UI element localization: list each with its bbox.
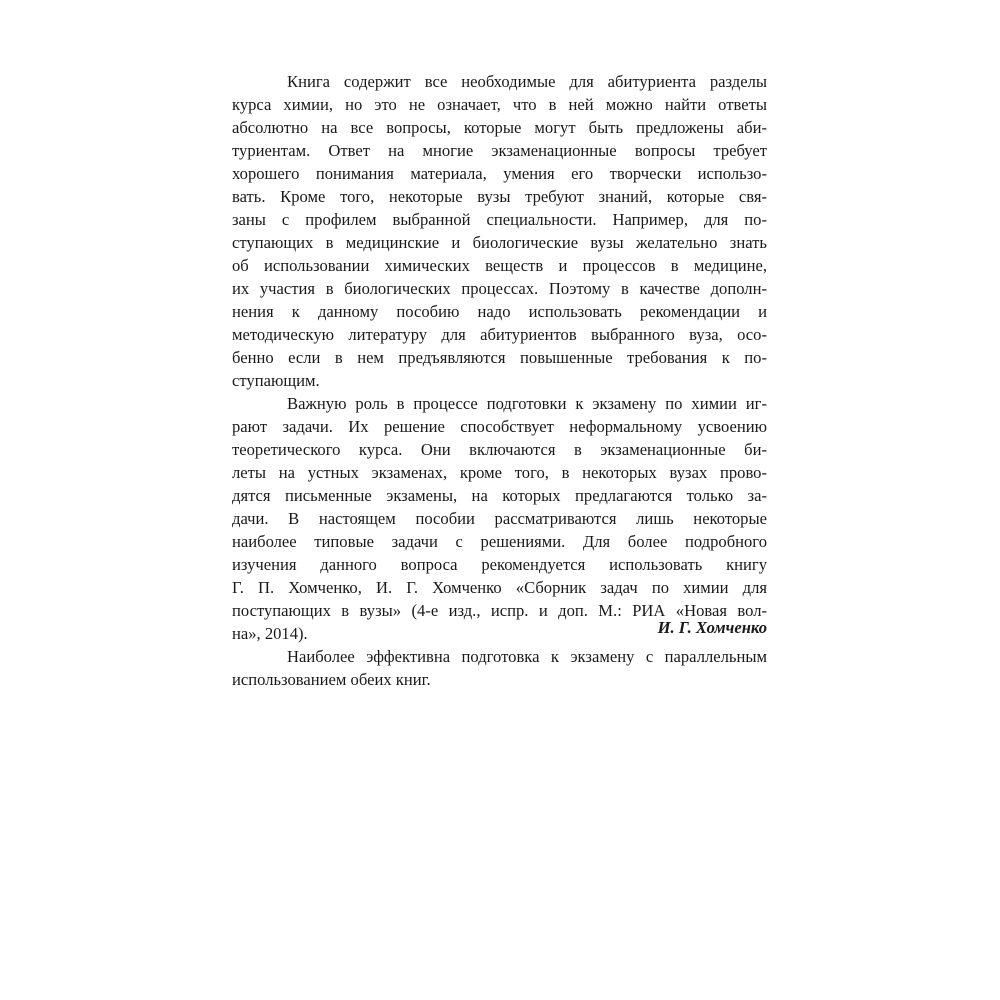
text-line: об использовании химических веществ и процессов в медицине, (232, 256, 767, 275)
text-line: ступающих в медицинские и биологические вузы желательно знать (232, 233, 767, 252)
text-line: Наиболее эффективна подготовка к экзамену с параллельным (287, 647, 767, 666)
text-line: их участия в биологических процессах. Поэтому в качестве дополн- (232, 279, 767, 298)
text-line: нения к данному пособию надо использовать рекомендации и (232, 302, 767, 321)
text-line: наиболее типовые задачи с решениями. Для более подробного (232, 532, 767, 551)
text-line: леты на устных экзаменах, кроме того, в некоторых вузах прово- (232, 463, 767, 482)
text-line: Книга содержит все необходимые для абитуриента разделы (287, 72, 767, 91)
text-line: теоретического курса. Они включаются в экзаменационные би- (232, 440, 767, 459)
text-line: заны с профилем выбранной специальности. Например, для по- (232, 210, 767, 229)
preface-text (232, 70, 767, 691)
text-line: Г. П. Хомченко, И. Г. Хомченко «Сборник задач по химии для (232, 578, 767, 597)
text-line: изучения данного вопроса рекомендуется использовать книгу (232, 555, 767, 574)
text-line: дачи. В настоящем пособии рассматриваются лишь некоторые (232, 509, 767, 528)
text-line: использованием обеих книг. (232, 670, 431, 689)
text-line: рают задачи. Их решение способствует неформальному усвоению (232, 417, 767, 436)
text-line: абсолютно на все вопросы, которые могут быть предложены аби- (232, 118, 767, 137)
text-line: вать. Кроме того, некоторые вузы требуют знаний, которые свя- (232, 187, 767, 206)
paragraph-2 (232, 392, 767, 645)
text-line: курса химии, но это не означает, что в ней можно найти ответы (232, 95, 767, 114)
text-line: поступающих в вузы» (4-е изд., испр. и доп. М.: РИА «Новая вол- (232, 601, 767, 620)
text-line: ступающим. (232, 371, 320, 390)
text-line: бенно если в нем предъявляются повышенные требования к по- (232, 348, 767, 367)
text-line: методическую литературу для абитуриентов выбранного вуза, осо- (232, 325, 767, 344)
text-line: дятся письменные экзамены, на которых предлагаются только за- (232, 486, 767, 505)
text-line: туриентам. Ответ на многие экзаменационные вопросы требует (232, 141, 767, 160)
paragraph-3 (232, 645, 767, 691)
text-line: на», 2014). (232, 624, 308, 643)
text-line: Важную роль в процессе подготовки к экзамену по химии иг- (287, 394, 767, 413)
paragraph-1 (232, 70, 767, 392)
author-signature: И. Г. Хомченко (657, 618, 767, 637)
text-line: хорошего понимания материала, умения его творчески использо- (232, 164, 767, 183)
